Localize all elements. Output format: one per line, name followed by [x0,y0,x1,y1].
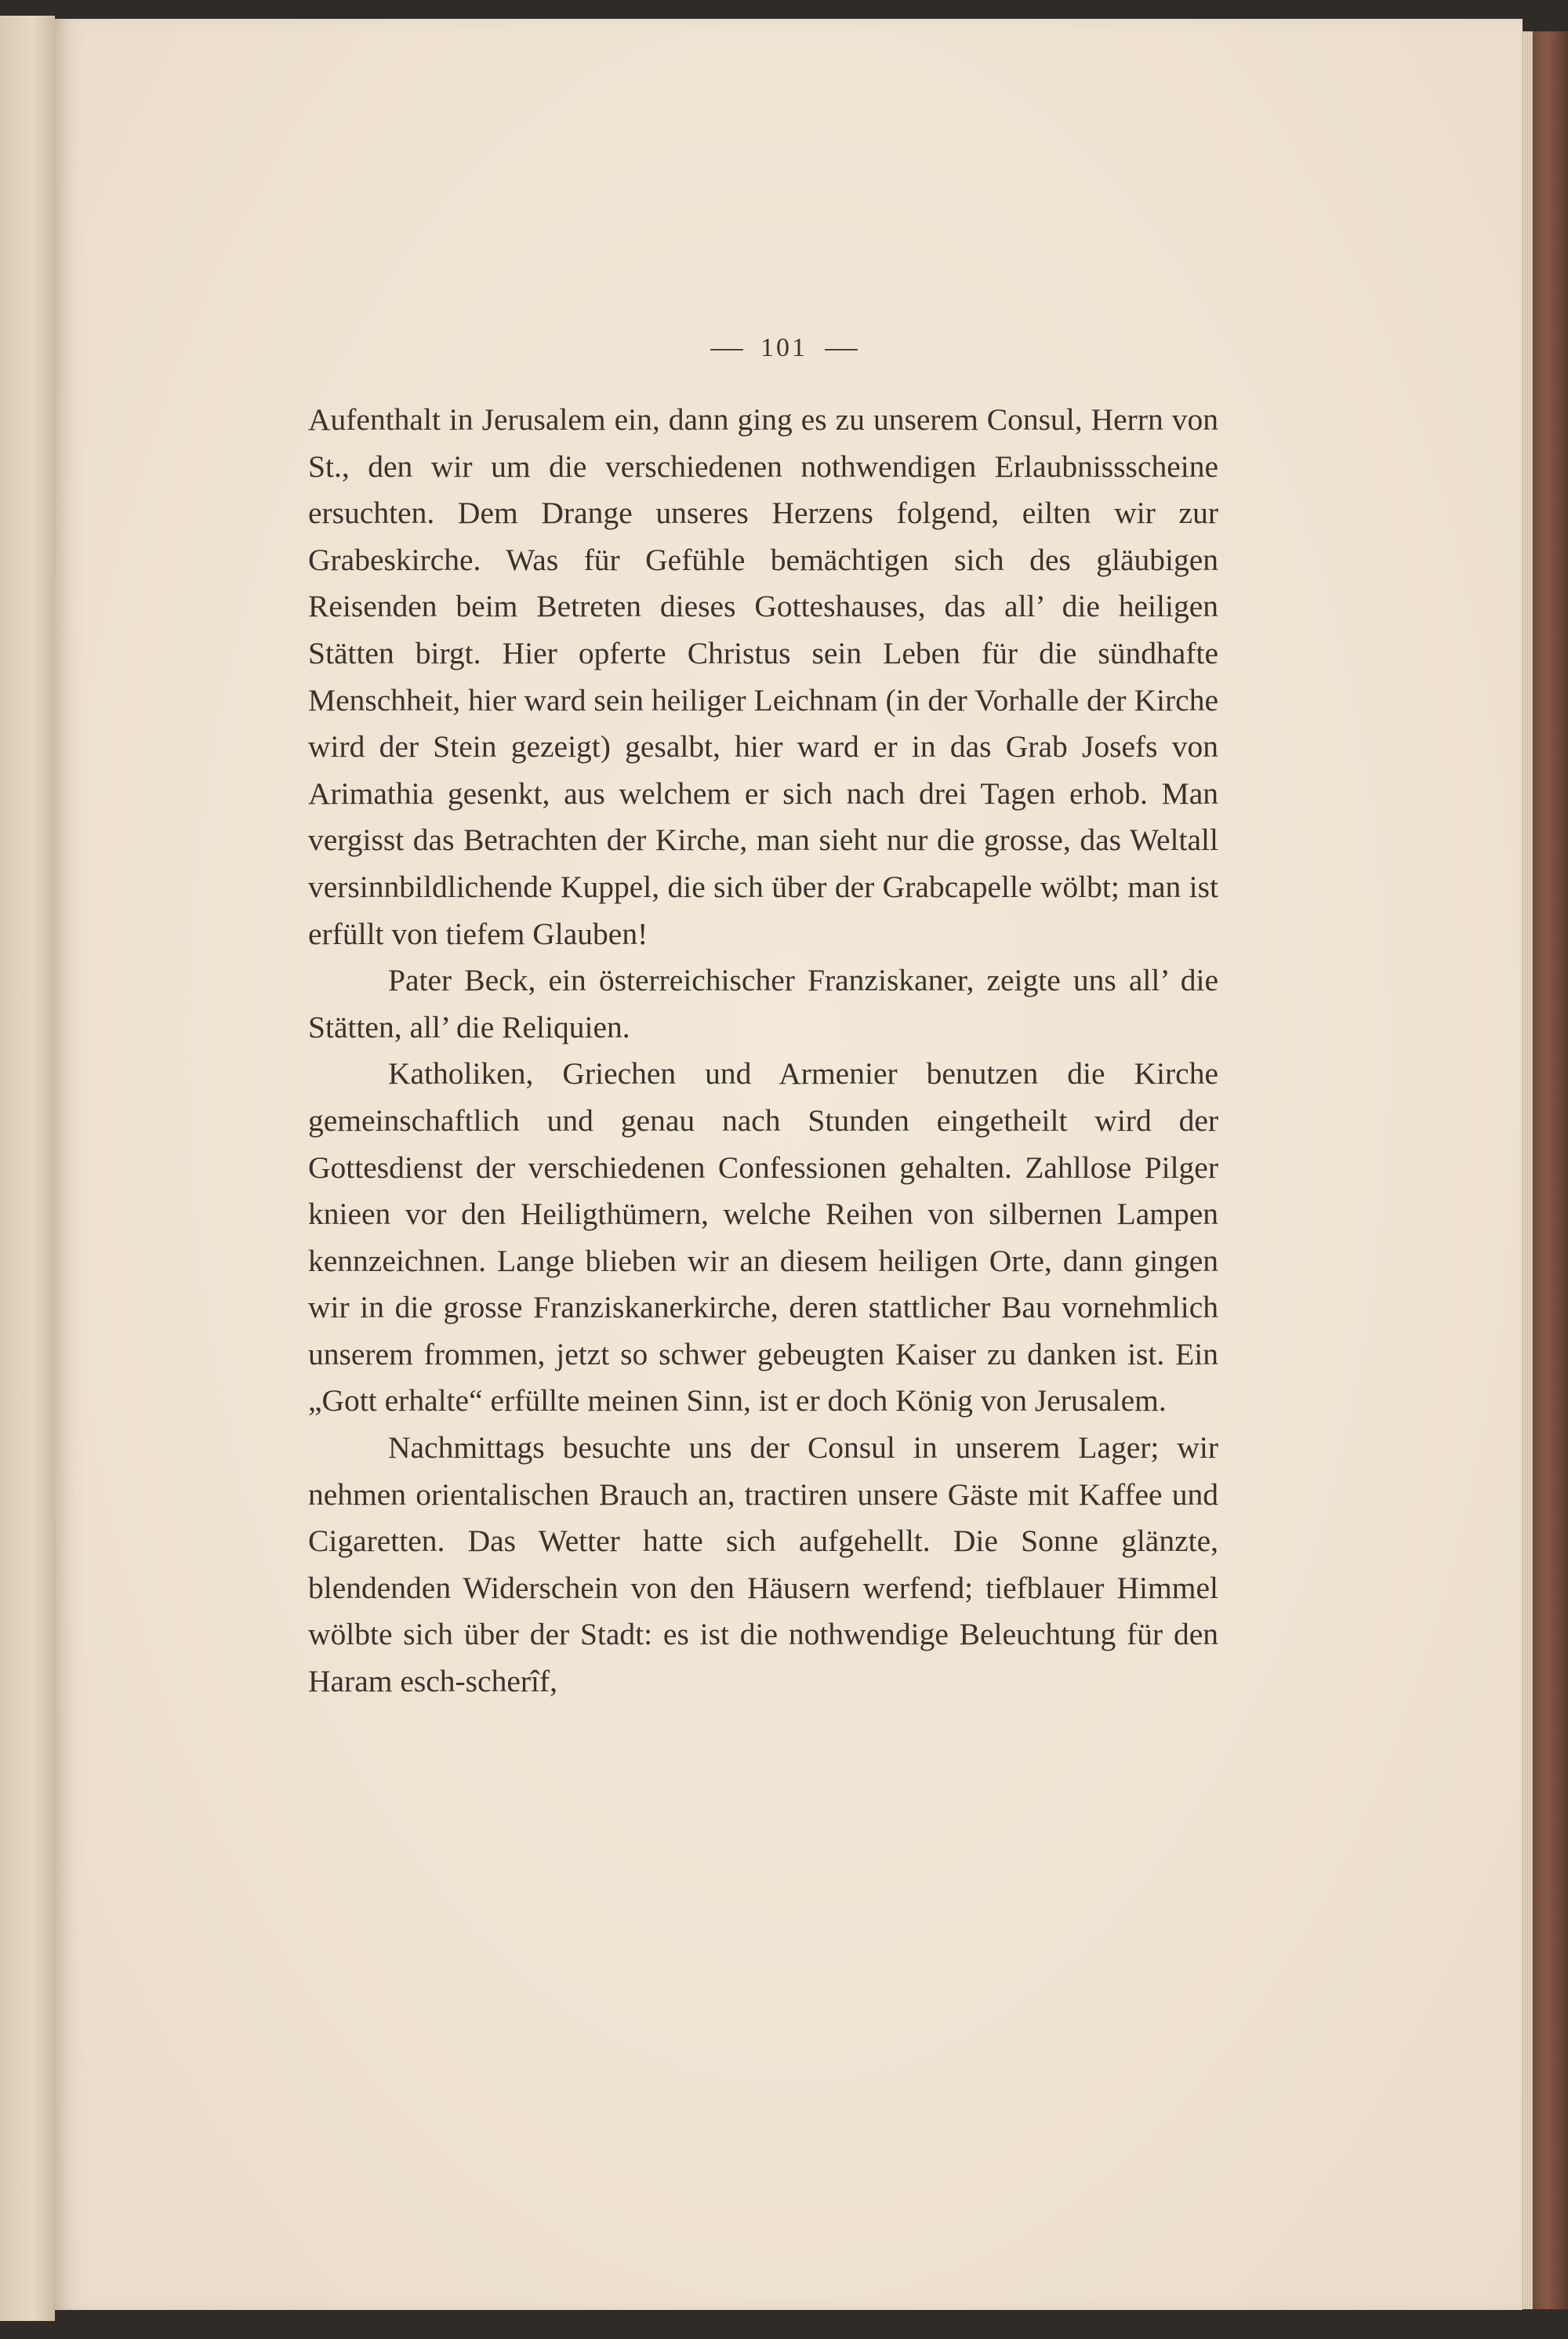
paragraph-1: Aufenthalt in Jerusalem ein, dann ging es zu unserem Consul, Herrn von St., den wir um die verschiedenen nothwendigen Erlaubnissscheine ersuchten. Dem Drange unseres Herzens folgend, eilten wir zur Grabeskirche. Was für Gefühle bemächtigen sich des gläubigen Reisenden beim Betreten dieses Gotteshauses, das all’ die heiligen Stätten birgt. Hier opferte Christus sein Leben für die sündhafte Menschheit, hier ward sein heiliger Leichnam (in der Vorhalle der Kirche wird der Stein gezeigt) gesalbt, hier ward er in das Grab Josefs von Arimathia gesenkt, aus welchem er sich nach drei Tagen erhob. Man vergisst das Betrachten der Kirche, man sieht nur die grosse, das Weltall versinnbildlichende Kuppel, die sich über der Grabcapelle wölbt; man ist erfüllt von tiefem Glauben! [308,402,1218,951]
paragraph-4: Nachmittags besuchte uns der Consul in unserem Lager; wir nehmen orientalischen Brauch an, tractiren unsere Gäste mit Kaffee und Cigaretten. Das Wetter hatte sich aufgehellt. Die Sonne glänzte, blendenden Widerschein von den Häusern werfend; tiefblauer Himmel wölbte sich über der Stadt: es ist die nothwendige Beleuchtung für den Haram esch-scherîf, [308,1430,1218,1699]
body-text [308,397,1218,1705]
right-dash [825,349,858,350]
left-dash [710,349,743,350]
paragraph-3: Katholiken, Griechen und Armenier benutzen die Kirche gemeinschaftlich und genau nach Stunden eingetheilt wird der Gottesdienst der verschiedenen Confessionen gehalten. Zahllose Pilger knieen vor den Heiligthümern, welche Reihen von silbernen Lampen kennzeichnen. Lange blieben wir an diesem heiligen Orte, dann gingen wir in die grosse Franziskanerkirche, deren stattlicher Bau vornehmlich unserem frommen, jetzt so schwer gebeugten Kaiser zu danken ist. Ein „Gott erhalte“ erfüllte meinen Sinn, ist er doch König von Jerusalem. [308,1056,1218,1418]
paragraph-2: Pater Beck, ein österreichischer Franziskaner, zeigte uns all’ die Stätten, all’ die Reliquien. [308,963,1218,1044]
page-number: 101 [760,333,808,362]
page-number-header [0,333,1568,363]
book-cover-edge [1533,31,1568,2309]
